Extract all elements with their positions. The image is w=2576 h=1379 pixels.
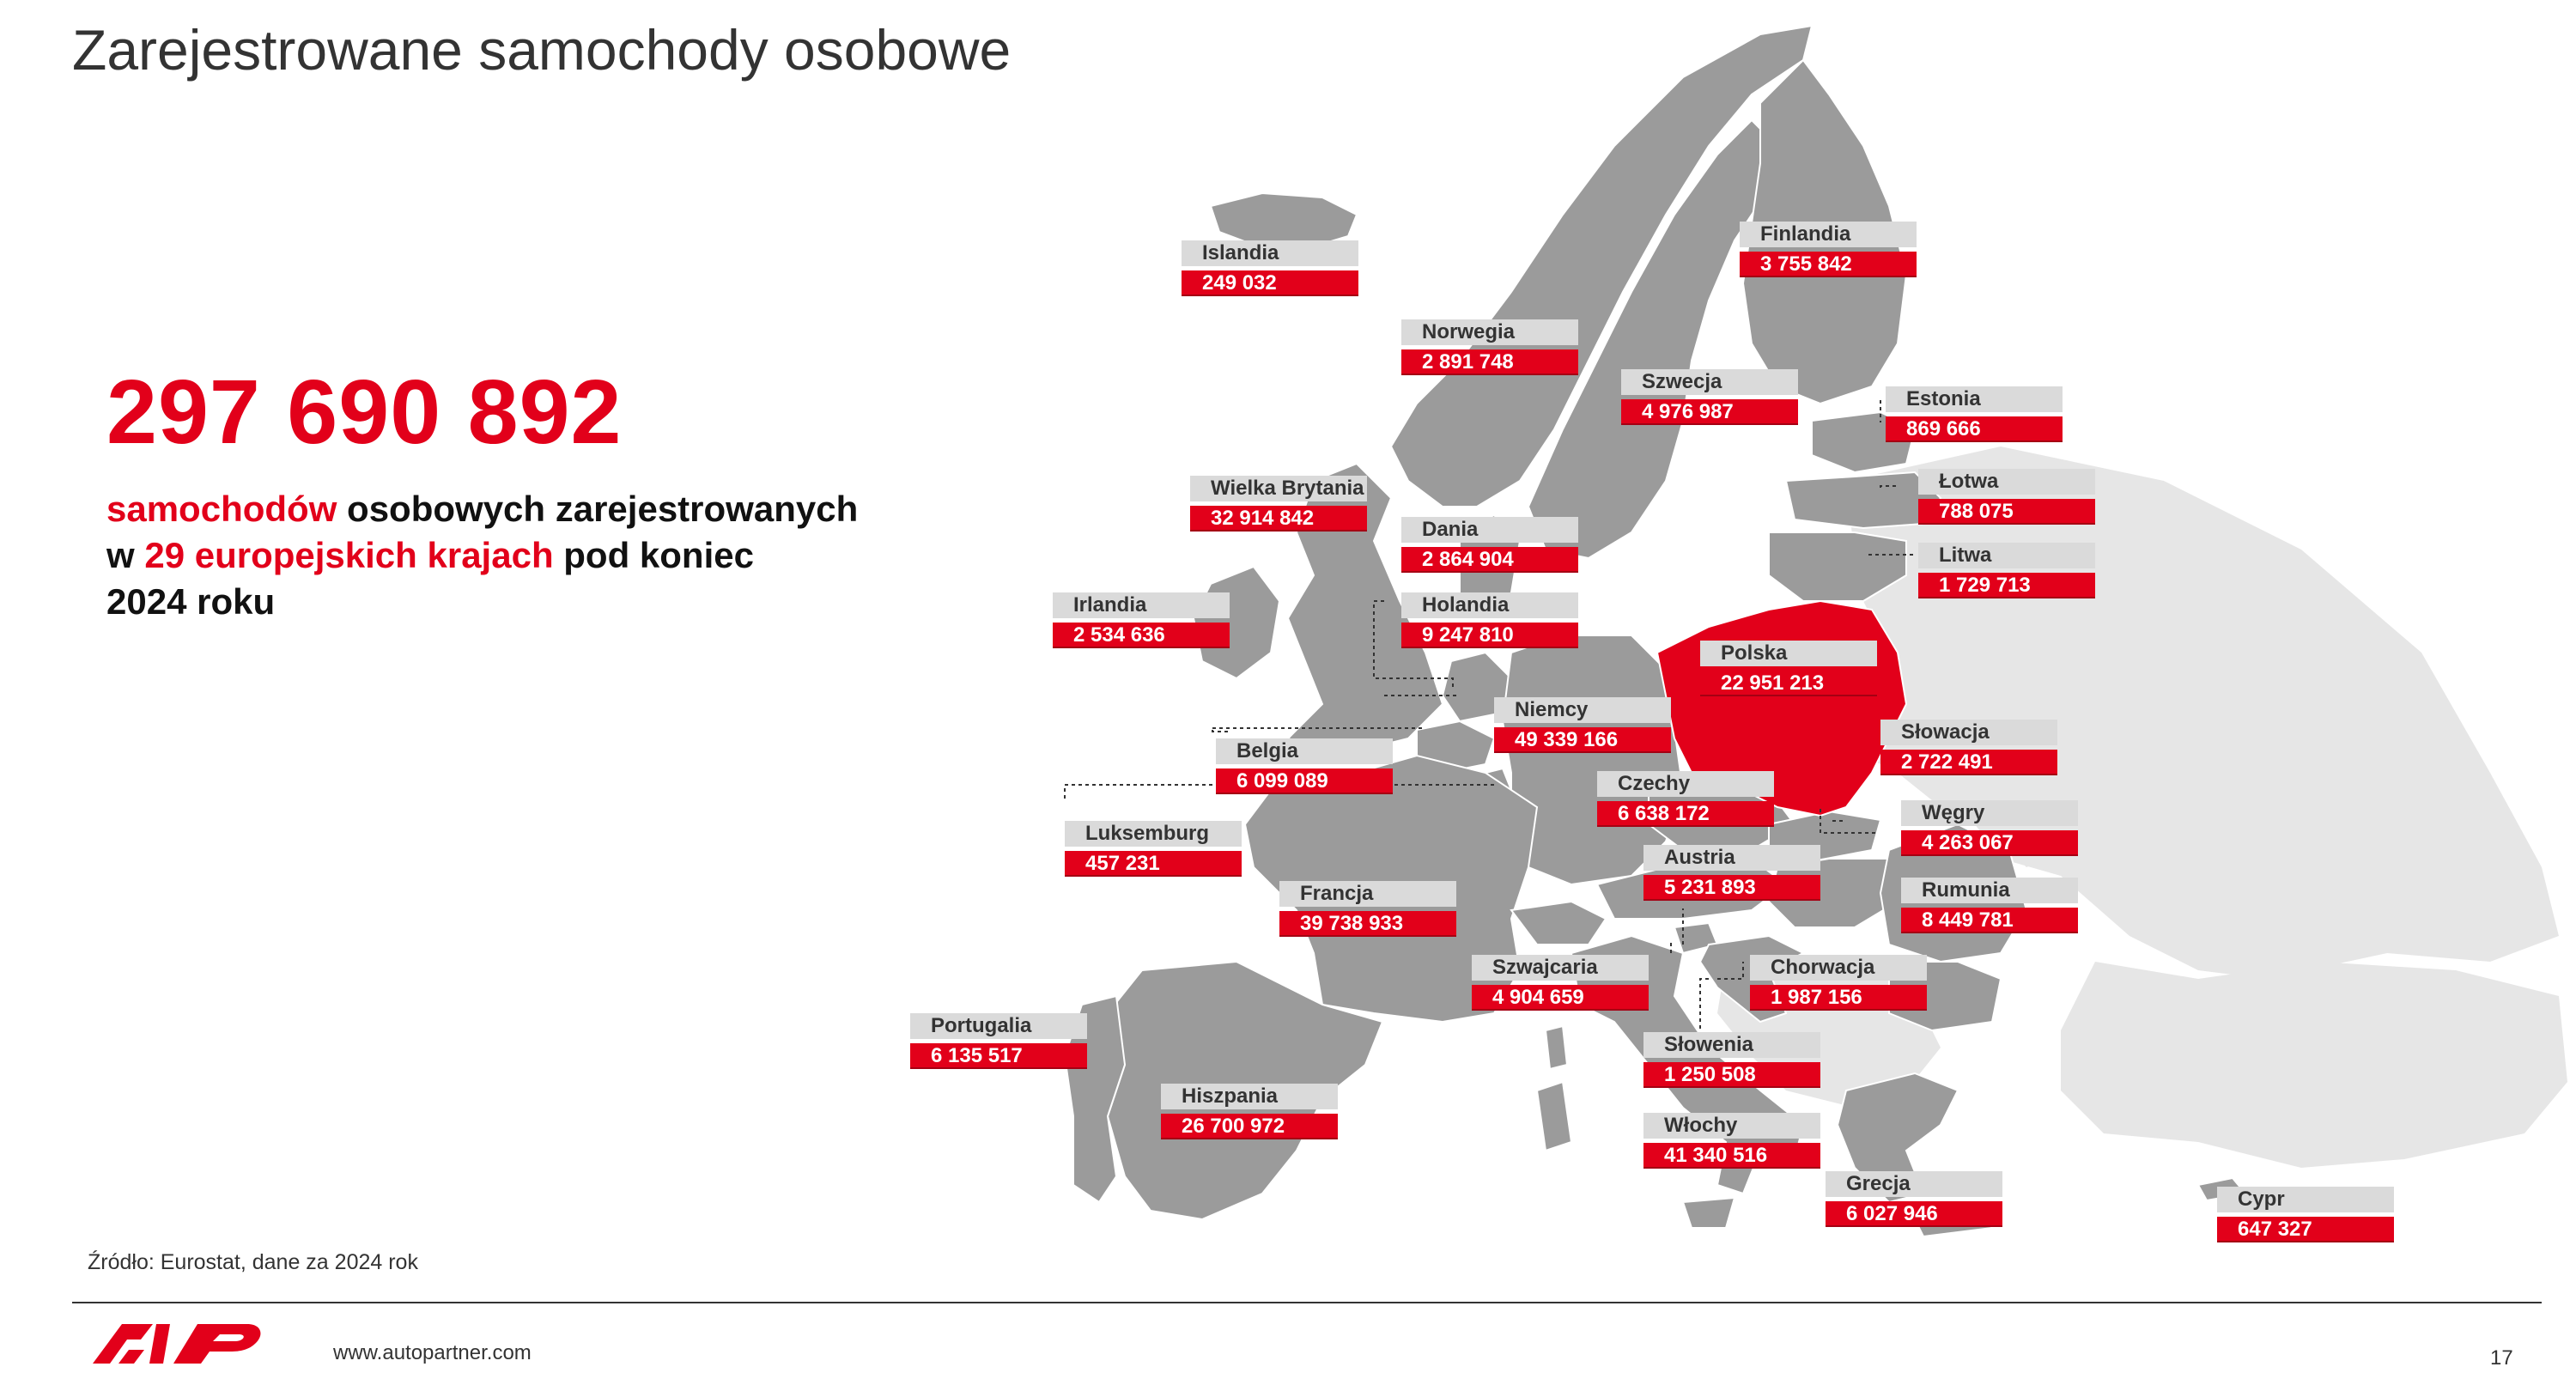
country-value: 9 247 810 [1401, 623, 1578, 648]
country-label-wegry [1901, 800, 2078, 856]
country-value: 869 666 [1886, 416, 2063, 442]
country-label-polska [1700, 641, 1877, 696]
country-name: Portugalia [910, 1013, 1087, 1039]
country-name: Chorwacja [1750, 955, 1927, 981]
country-value: 2 722 491 [1880, 750, 2057, 775]
country-name: Węgry [1901, 800, 2078, 826]
country-label-grecja [1826, 1171, 2002, 1227]
country-label-norwegia [1401, 319, 1578, 375]
country-label-austria [1643, 845, 1820, 901]
country-name: Słowacja [1880, 720, 2057, 745]
country-label-lotwa [1918, 469, 2095, 525]
country-name: Estonia [1886, 386, 2063, 412]
country-label-estonia [1886, 386, 2063, 442]
country-name: Grecja [1826, 1171, 2002, 1197]
country-label-szwecja [1621, 369, 1798, 425]
country-label-wielka-brytania [1190, 476, 1367, 532]
country-name: Włochy [1643, 1113, 1820, 1139]
desc-text-1: osobowych zarejestrowanych [337, 489, 859, 529]
country-label-niemcy [1494, 697, 1671, 753]
country-label-luksemburg [1065, 821, 1242, 877]
country-label-cypr [2217, 1187, 2394, 1242]
country-value: 5 231 893 [1643, 875, 1820, 901]
country-value: 8 449 781 [1901, 908, 2078, 933]
map-sardinia [1537, 1082, 1571, 1151]
country-value: 1 987 156 [1750, 985, 1927, 1011]
country-name: Czechy [1597, 771, 1774, 797]
country-name: Norwegia [1401, 319, 1578, 345]
country-value: 26 700 972 [1161, 1114, 1338, 1139]
country-name: Irlandia [1053, 592, 1230, 618]
country-value: 41 340 516 [1643, 1143, 1820, 1169]
country-value: 249 032 [1182, 270, 1358, 296]
country-label-francja [1279, 881, 1456, 937]
country-name: Holandia [1401, 592, 1578, 618]
country-label-slowenia [1643, 1032, 1820, 1088]
country-value: 6 027 946 [1826, 1201, 2002, 1227]
country-value: 1 250 508 [1643, 1062, 1820, 1088]
country-label-chorwacja [1750, 955, 1927, 1011]
country-label-irlandia [1053, 592, 1230, 648]
country-value: 4 263 067 [1901, 830, 2078, 856]
source-note: Źródło: Eurostat, dane za 2024 rok [88, 1250, 418, 1274]
country-value: 39 738 933 [1279, 911, 1456, 937]
country-name: Szwajcaria [1472, 955, 1649, 981]
country-name: Dania [1401, 517, 1578, 543]
country-label-rumunia [1901, 878, 2078, 933]
country-name: Austria [1643, 845, 1820, 871]
country-label-holandia [1401, 592, 1578, 648]
country-name: Cypr [2217, 1187, 2394, 1212]
country-value: 4 976 987 [1621, 399, 1798, 425]
website-link[interactable]: www.autopartner.com [333, 1341, 532, 1364]
country-label-slowacja [1880, 720, 2057, 775]
country-name: Finlandia [1740, 222, 1917, 247]
country-name: Słowenia [1643, 1032, 1820, 1058]
country-name: Rumunia [1901, 878, 2078, 903]
country-value: 2 864 904 [1401, 547, 1578, 573]
country-name: Litwa [1918, 543, 2095, 568]
country-label-litwa [1918, 543, 2095, 598]
country-value: 32 914 842 [1190, 506, 1367, 532]
country-name: Francja [1279, 881, 1456, 907]
country-value: 2 891 748 [1401, 349, 1578, 375]
map-sicily [1683, 1198, 1735, 1228]
country-name: Szwecja [1621, 369, 1798, 395]
country-value: 3 755 842 [1740, 252, 1917, 277]
total-cars-number: 297 690 892 [106, 361, 623, 463]
country-value: 22 951 213 [1700, 671, 1877, 696]
desc-text-3: pod koniec [553, 535, 754, 575]
country-value: 1 729 713 [1918, 573, 2095, 598]
country-name: Luksemburg [1065, 821, 1242, 847]
country-value: 6 135 517 [910, 1043, 1087, 1069]
country-label-islandia [1182, 240, 1358, 296]
desc-highlight-cars: samochodów [106, 489, 337, 529]
footer-divider [72, 1302, 2542, 1303]
country-label-finlandia [1740, 222, 1917, 277]
country-value: 457 231 [1065, 851, 1242, 877]
map-latvia [1786, 472, 1941, 528]
country-label-belgia [1216, 738, 1393, 794]
country-value: 49 339 166 [1494, 727, 1671, 753]
country-label-szwajcaria [1472, 955, 1649, 1011]
country-name: Belgia [1216, 738, 1393, 764]
country-label-czechy [1597, 771, 1774, 827]
country-value: 6 638 172 [1597, 801, 1774, 827]
country-name: Niemcy [1494, 697, 1671, 723]
country-name: Wielka Brytania [1190, 476, 1367, 501]
desc-highlight-countries: 29 europejskich krajach [144, 535, 554, 575]
page-number: 17 [2490, 1346, 2513, 1370]
country-label-wlochy [1643, 1113, 1820, 1169]
country-label-portugalia [910, 1013, 1087, 1069]
country-name: Polska [1700, 641, 1877, 666]
country-value: 788 075 [1918, 499, 2095, 525]
map-corsica [1546, 1026, 1567, 1069]
country-value: 6 099 089 [1216, 768, 1393, 794]
country-value: 647 327 [2217, 1217, 2394, 1242]
country-name: Łotwa [1918, 469, 2095, 495]
country-name: Islandia [1182, 240, 1358, 266]
country-name: Hiszpania [1161, 1084, 1338, 1109]
map-turkey [2061, 962, 2567, 1168]
country-label-hiszpania [1161, 1084, 1338, 1139]
desc-text-2: w [106, 535, 145, 575]
country-value: 2 534 636 [1053, 623, 1230, 648]
map-switzerland [1511, 902, 1606, 945]
country-label-dania [1401, 517, 1578, 573]
page-title: Zarejestrowane samochody osobowe [72, 18, 1012, 82]
desc-text-4: 2024 roku [106, 581, 276, 622]
country-value: 4 904 659 [1472, 985, 1649, 1011]
autopartner-logo [84, 1321, 264, 1365]
